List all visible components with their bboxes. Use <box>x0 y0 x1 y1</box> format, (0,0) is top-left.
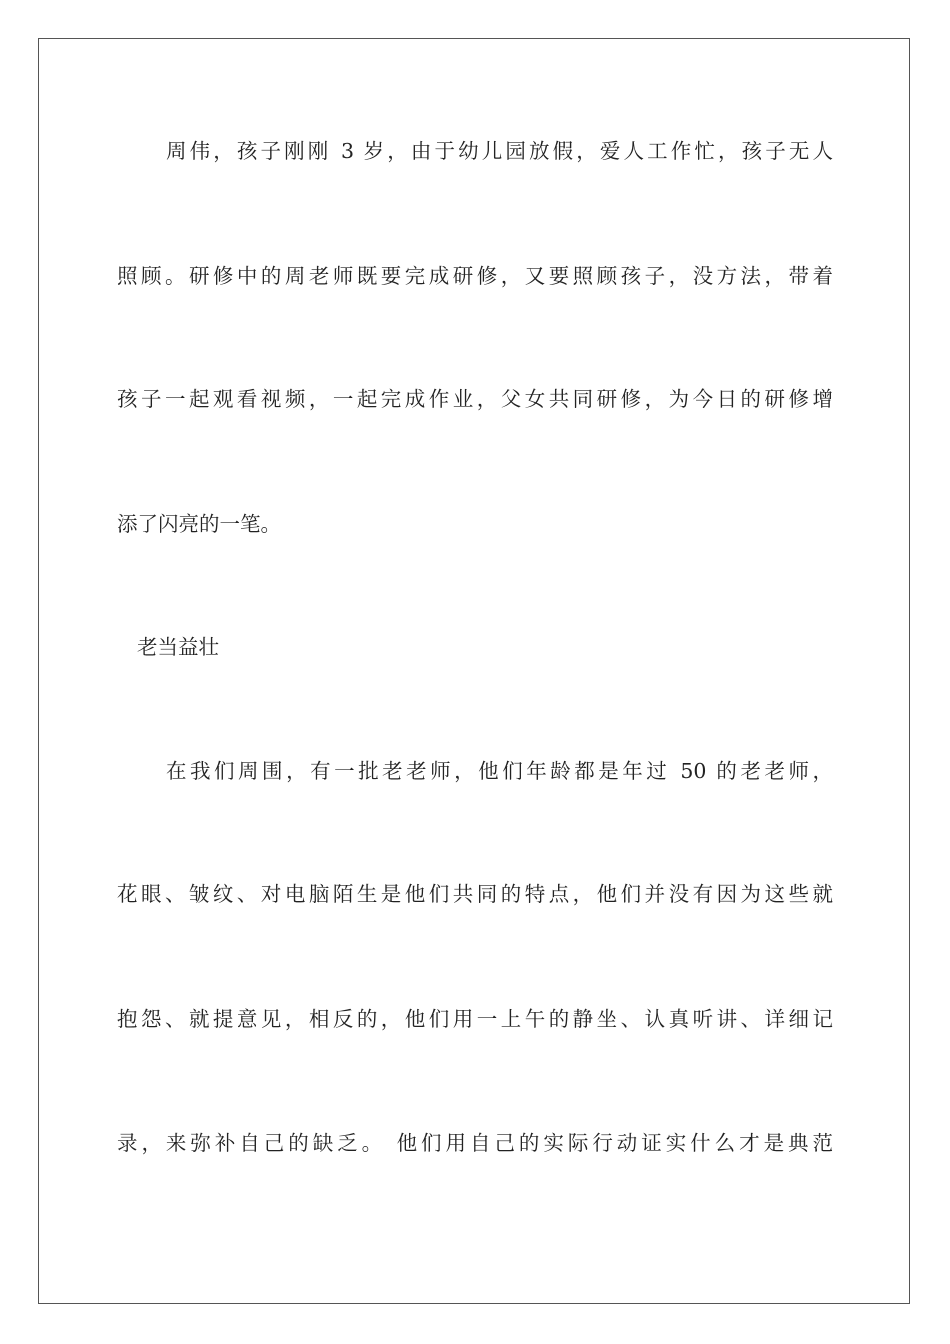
page-frame <box>38 38 910 1304</box>
paragraph-2-line-1: 在我们周围，有一批老老师，他们年龄都是年过 50 的老老师， <box>166 759 833 783</box>
paragraph-1-line-3: 孩子一起观看视频，一起完成作业，父女共同研修，为今日的研修增 <box>117 387 833 411</box>
paragraph-2-line-3: 抱怨、就提意见，相反的，他们用一上午的静坐、认真听讲、详细记 <box>117 1007 833 1031</box>
paragraph-1-line-1: 周伟，孩子刚刚 3 岁，由于幼儿园放假，爱人工作忙，孩子无人 <box>166 139 833 163</box>
paragraph-2-line-4: 录，来弥补自己的缺乏。 他们用自己的实际行动证实什么才是典范 <box>117 1131 833 1155</box>
paragraph-1-line-4: 添了闪亮的一笔。 <box>117 512 281 536</box>
paragraph-1-line-2: 照顾。研修中的周老师既要完成研修，又要照顾孩子，没方法，带着 <box>117 264 833 288</box>
section-heading: 老当益壮 <box>137 635 219 659</box>
paragraph-2-line-2: 花眼、皱纹、对电脑陌生是他们共同的特点，他们并没有因为这些就 <box>117 882 833 906</box>
